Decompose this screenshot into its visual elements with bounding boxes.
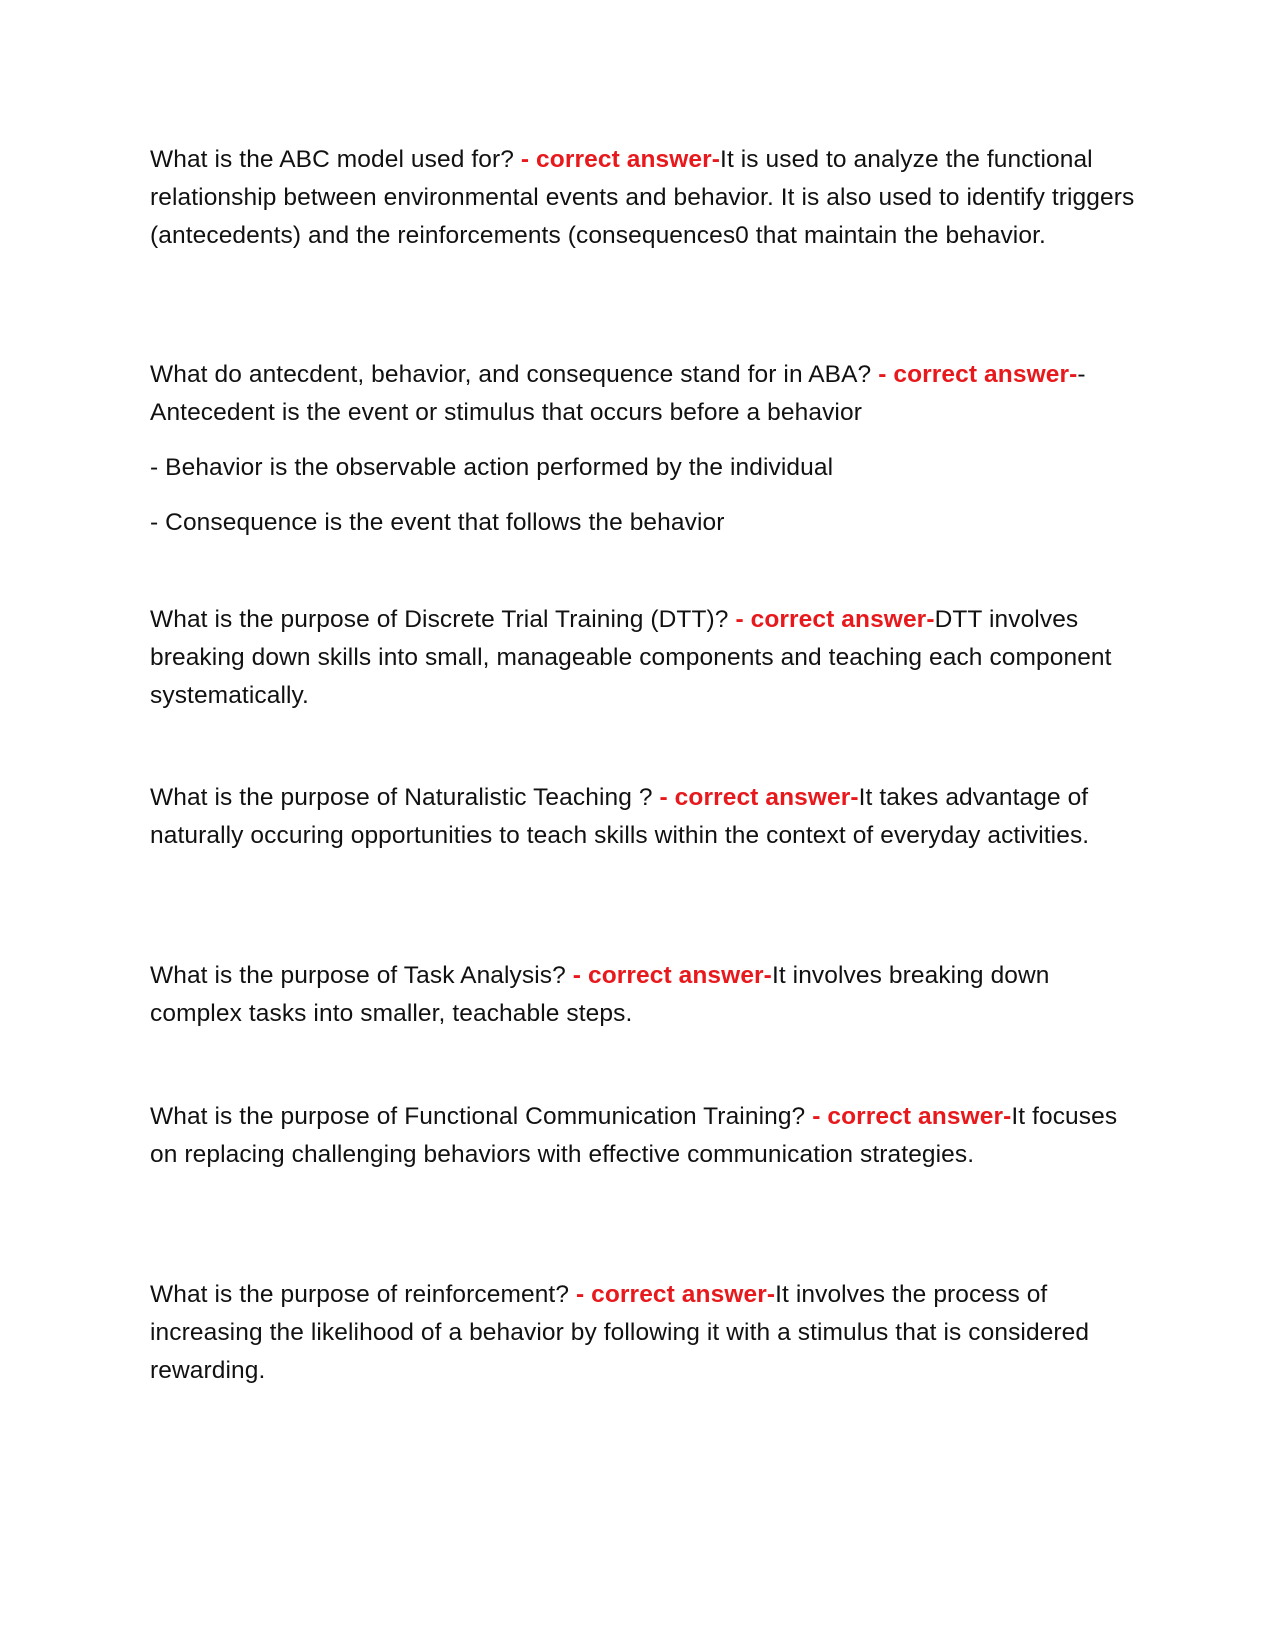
answer-line-consequence: - Consequence is the event that follows the behavior: [150, 509, 725, 536]
qa-paragraph: [150, 1098, 1135, 1174]
question-text: What is the purpose of Functional Communication Training?: [150, 1103, 813, 1130]
correct-answer-marker: - correct answer-: [735, 606, 935, 633]
qa-item-fct: [150, 1098, 1135, 1174]
answer-line-behavior: - Behavior is the observable action performed by the individual: [150, 454, 834, 481]
answer-text: It involves breaking down complex tasks into smaller, teachable steps.: [150, 962, 1050, 1027]
qa-paragraph: [150, 601, 1135, 715]
answer-text: DTT involves breaking down skills into small, manageable components and teaching each component systematically.: [150, 606, 1112, 709]
question-text: What is the purpose of Naturalistic Teaching ?: [150, 784, 660, 811]
correct-answer-marker: - correct answer-: [520, 146, 721, 173]
qa-paragraph: [150, 779, 1135, 855]
qa-paragraph: [150, 141, 1135, 255]
correct-answer-marker: - correct answer-: [575, 1281, 776, 1308]
correct-answer-marker: - correct answer-: [572, 962, 772, 989]
correct-answer-marker: - correct answer-: [659, 784, 859, 811]
question-text: What is the ABC model used for?: [150, 146, 521, 173]
question-text: What is the purpose of Task Analysis?: [150, 962, 573, 989]
qa-paragraph: [150, 1276, 1135, 1390]
correct-answer-marker: - correct answer-: [812, 1103, 1012, 1130]
question-text: What do antecdent, behavior, and consequence stand for in ABA?: [150, 361, 879, 388]
answer-text: - Antecedent is the event or stimulus that occurs before a behavior: [150, 361, 1086, 426]
answer-text: It takes advantage of naturally occuring opportunities to teach skills within the context of everyday activities.: [150, 784, 1090, 849]
qa-item-abc-model: [150, 141, 1135, 255]
qa-item-task-analysis: [150, 957, 1135, 1033]
question-text: What is the purpose of Discrete Trial Training (DTT)?: [150, 606, 736, 633]
qa-item-reinforcement: [150, 1276, 1135, 1390]
qa-item-naturalistic-teaching: [150, 779, 1135, 855]
answer-text: It focuses on replacing challenging behaviors with effective communication strategies.: [150, 1103, 1118, 1168]
answer-text: It involves the process of increasing the likelihood of a behavior by following it with a stimulus that is considered rewarding.: [150, 1281, 1090, 1384]
answer-text: It is used to analyze the functional relationship between environmental events and behavior. It is also used to identify triggers (antecedents) and the reinforcements (consequences0 that maintain the behavior.: [150, 146, 1135, 249]
correct-answer-marker: - correct answer-: [878, 361, 1078, 388]
qa-item-abc-definitions: [150, 356, 1135, 542]
qa-paragraph: [150, 957, 1135, 1033]
question-text: What is the purpose of reinforcement?: [150, 1281, 576, 1308]
qa-paragraph: [150, 356, 1135, 432]
qa-item-dtt: [150, 601, 1135, 715]
